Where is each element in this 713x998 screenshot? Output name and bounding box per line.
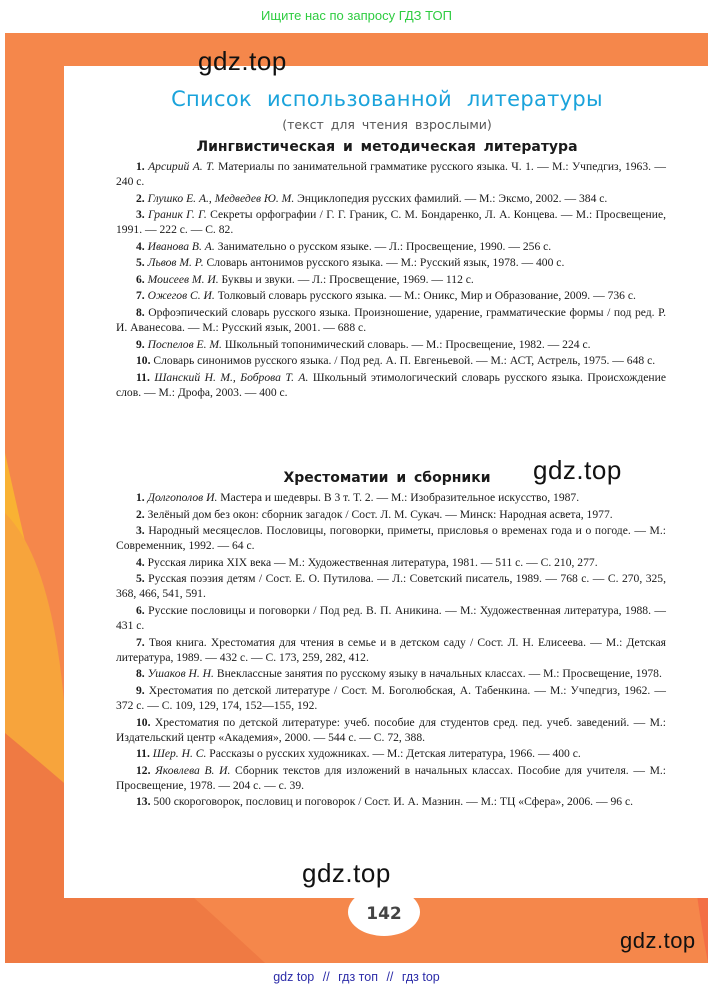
entry-number: 1. — [136, 491, 145, 504]
bibliography-entry — [116, 255, 666, 270]
entry-text: Русские пословицы и поговорки / Под ред. В. П. Аникина. — М.: Художественная литература, 1988. — 431 с. — [116, 603, 666, 633]
bibliography-list-linguistic — [116, 159, 666, 401]
entry-number: 6. — [136, 603, 145, 617]
entry-text: Занимательно о русском языке. — Л.: Просвещение, 1990. — 256 с. — [214, 239, 552, 253]
bibliography-entry — [116, 337, 666, 352]
entry-text: Русская лирика XIX века — М.: Художественная литература, 1981. — 511 с. — С. 210, 277. — [147, 555, 598, 569]
entry-author: Арсирий А. Т. — [148, 160, 215, 173]
entry-number: 4. — [136, 239, 145, 253]
bibliography-entry — [116, 207, 666, 237]
entry-number: 10. — [136, 354, 151, 368]
entry-text: Словарь синонимов русского языка. / Под ред. А. П. Евгеньевой. — М.: АСТ, Астрель, 1975. — 648 с. — [153, 354, 656, 368]
watermark: gdz.top — [198, 46, 287, 76]
entry-number: 11. — [136, 747, 150, 761]
entry-number: 5. — [136, 256, 145, 270]
footer-links — [0, 970, 713, 984]
bibliography-entry — [116, 305, 666, 335]
entry-text: Секреты орфографии / Г. Г. Граник, С. М. Бондаренко, Л. А. Концева. — М.: Просвещение, 1991. — 222 с. — С. 82. — [116, 208, 666, 237]
page-number-badge — [348, 888, 420, 936]
entry-author: Иванова В. А. — [147, 239, 215, 253]
entry-author: Шанский Н. М., Боброва Т. А. — [154, 370, 309, 384]
entry-number: 5. — [136, 572, 145, 586]
entry-text: Зелёный дом без окон: сборник загадок / Сост. Л. М. Сукач. — Минск: Народная асвета, 1977. — [147, 507, 613, 521]
bibliography-entry — [116, 763, 666, 793]
entry-text: Хрестоматия по детской литературе / Сост. М. Боголюбская, А. Табенкина. — М.: Учпедгиз, 1962. — 372 с. — С. 109, 129, 174, 152—155, 192. — [116, 683, 666, 713]
entry-text: Хрестоматия по детской литературе: учеб. пособие для студентов сред. пед. учеб. заведений. — М.: Издательский центр «Академия», 2000. — 544 с. — С. 72, 388. — [116, 715, 666, 744]
entry-number: 13. — [136, 795, 151, 809]
entry-author: Глушко Е. А., Медведев Ю. М. — [147, 191, 295, 205]
footer-link[interactable]: гдз top — [401, 970, 440, 984]
entry-number: 9. — [136, 337, 145, 351]
entry-number: 4. — [136, 555, 145, 569]
entry-number: 2. — [136, 191, 145, 205]
entry-text: Внеклассные занятия по русскому языку в начальных классах. — М.: Просвещение, 1978. — [213, 667, 662, 681]
entry-number: 8. — [136, 667, 145, 681]
entry-text: Сборник текстов для изложений в начальных классах. Пособие для учителя. — М.: Просвещение, 1978. — 204 с. — с. 39. — [116, 763, 666, 792]
footer-separator: // — [386, 970, 394, 984]
bibliography-entry — [116, 555, 666, 570]
entry-author: Ожегов С. И. — [147, 289, 215, 303]
bibliography-entry — [116, 490, 666, 505]
entry-number: 6. — [136, 272, 145, 286]
bibliography-entry — [116, 635, 666, 665]
entry-text: Орфоэпический словарь русского языка. Произношение, ударение, грамматические формы / под ред. Р. И. Аванесова. — М.: Русский язык, 2001. — 688 с. — [116, 305, 667, 335]
entry-number: 2. — [136, 507, 145, 521]
page-title: Список использованной литературы — [171, 87, 603, 111]
bibliography-entry — [116, 794, 666, 809]
footer-link[interactable]: гдз топ — [338, 970, 378, 984]
entry-text: Русская поэзия детям / Сост. Е. О. Путилова. — Л.: Советский писатель, 1989. — 768 с. — С. 270, 325, 368, 466, 541, 591. — [116, 572, 666, 601]
entry-text: Мастера и шедевры. В 3 т. Т. 2. — М.: Изобразительное искусство, 1987. — [217, 491, 580, 504]
entry-text: Школьный топонимический словарь. — М.: Просвещение, 1982. — 224 с. — [221, 337, 591, 351]
entry-number: 10. — [136, 715, 151, 729]
bibliography-entry — [116, 715, 666, 745]
bibliography-entry — [116, 507, 666, 522]
entry-number: 3. — [136, 208, 145, 222]
bibliography-entry — [116, 603, 666, 633]
bibliography-list-anthologies — [116, 490, 666, 811]
entry-author: Яковлева В. И. — [155, 763, 231, 777]
entry-text: Энциклопедия русских фамилий. — М.: Эксмо, 2002. — 384 с. — [294, 191, 608, 205]
bibliography-entry — [116, 272, 666, 287]
footer-separator: // — [322, 970, 330, 984]
entry-text: Твоя книга. Хрестоматия для чтения в семье и в детском саду / Сост. Л. Н. Елисеева. — М.: Детская литература, 1989. — 432 с. — С. 173, 259, 282, 412. — [116, 635, 666, 664]
section-heading-linguistic: Лингвистическая и методическая литература — [196, 139, 578, 155]
top-banner: Ищите нас по запросу ГДЗ ТОП — [261, 8, 452, 23]
entry-number: 3. — [136, 524, 145, 537]
bibliography-entry — [116, 191, 666, 206]
bibliography-entry — [116, 353, 666, 368]
bibliography-entry — [116, 746, 666, 761]
entry-text: Материалы по занимательной грамматике русского языка. Ч. 1. — М.: Учпедгиз, 1963. — 240 с. — [116, 160, 666, 189]
entry-number: 9. — [136, 683, 145, 697]
bibliography-entry — [116, 288, 666, 303]
bibliography-entry — [116, 239, 666, 254]
entry-author: Поспелов Е. М. — [147, 337, 222, 351]
entry-text: Школьный этимологический словарь русского языка. Происхождение слов. — М.: Дрофа, 2003. — 400 с. — [116, 370, 666, 399]
bibliography-entry — [116, 159, 666, 189]
bibliography-entry — [116, 683, 666, 713]
entry-author: Граник Г. Г. — [148, 208, 207, 222]
entry-text: Толковый словарь русского языка. — М.: Оникс, Мир и Образование, 2009. — 736 с. — [214, 289, 636, 303]
entry-text: Буквы и звуки. — Л.: Просвещение, 1969. — 112 с. — [218, 272, 474, 286]
bibliography-entry — [116, 523, 666, 553]
entry-number: 11. — [136, 370, 150, 384]
watermark: gdz.top — [302, 858, 391, 888]
entry-number: 1. — [136, 160, 145, 173]
page-number: 142 — [366, 904, 402, 924]
entry-author: Долгополов И. — [147, 491, 218, 504]
bibliography-entry — [116, 666, 666, 681]
entry-number: 7. — [136, 289, 145, 303]
watermark: gdz.top — [620, 928, 696, 953]
entry-author: Ушаков Н. Н. — [147, 667, 214, 681]
section-heading-anthologies: Хрестоматии и сборники — [283, 470, 491, 486]
bibliography-entry — [116, 370, 666, 400]
watermark: gdz.top — [533, 455, 622, 485]
entry-text: Рассказы о русских художниках. — М.: Детская литература, 1966. — 400 с. — [206, 747, 581, 761]
entry-author: Львов М. Р. — [147, 256, 204, 270]
page-subtitle: (текст для чтения взрослыми) — [282, 117, 492, 132]
entry-number: 12. — [136, 763, 151, 777]
entry-author: Моисеев М. И. — [147, 272, 219, 286]
entry-number: 8. — [136, 305, 145, 319]
entry-text: Народный месяцеслов. Пословицы, поговорки, приметы, присловья о временах года и о погоде. — М.: Современник, 1992. — 64 с. — [116, 524, 666, 553]
entry-text: 500 скороговорок, пословиц и поговорок / Сост. И. А. Мазнин. — М.: ТЦ «Сфера», 2006. — 96 с. — [153, 795, 634, 809]
bibliography-entry — [116, 571, 666, 601]
entry-text: Словарь антонимов русского языка. — М.: Русский язык, 1978. — 400 с. — [203, 256, 565, 270]
entry-number: 7. — [136, 635, 145, 649]
entry-author: Шер. Н. С. — [152, 747, 207, 761]
footer-link[interactable]: gdz top — [273, 970, 315, 984]
